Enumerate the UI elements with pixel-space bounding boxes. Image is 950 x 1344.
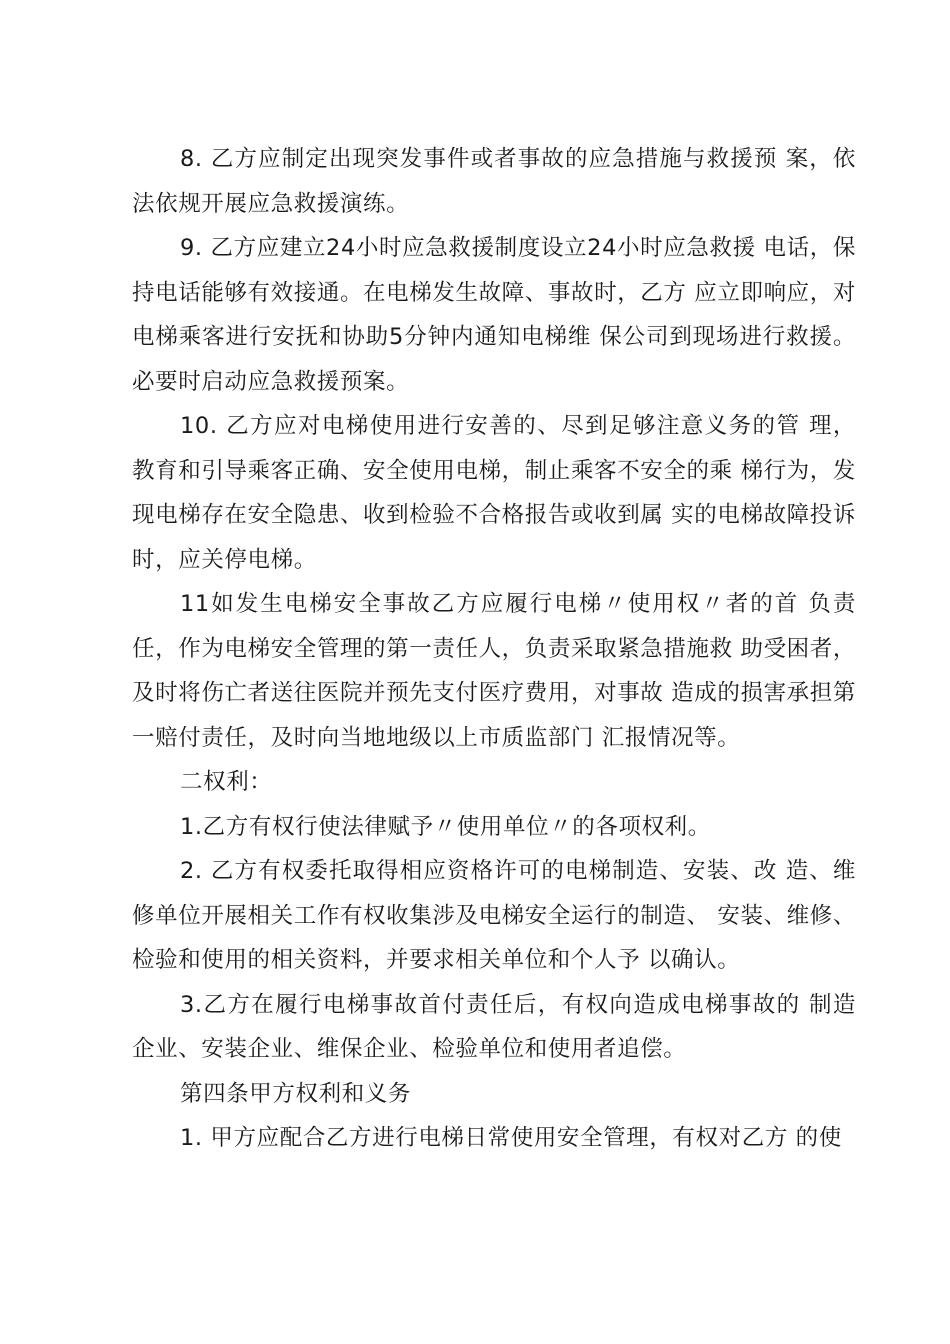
article-4-item-1: 1. 甲方应配合乙方进行电梯日常使用安全管理，有权对乙方 的使 bbox=[180, 1125, 842, 1151]
rights-item-3: 3.乙方在履行电梯事故首付责任后，有权向造成电梯事故的 制造企业、安装企业、维保企业、检验单位和使用者追偿。 bbox=[132, 991, 856, 1062]
section-heading-rights: 二权利： bbox=[180, 769, 273, 795]
paragraph-item-8: 8. 乙方应制定出现突发事件或者事故的应急措施与救援预 案，依法依规开展应急救援演练。 bbox=[132, 146, 856, 217]
paragraph-item-10: 10. 乙方应对电梯使用进行安善的、尽到足够注意义务的管 理，教育和引导乘客正确、安全使用电梯，制止乘客不安全的乘 梯行为，发现电梯存在安全隐患、收到检验不合格报告或收到属 实的电梯故障投诉时，应关停电梯。 bbox=[132, 413, 856, 573]
paragraph-item-9: 9. 乙方应建立24小时应急救援制度设立24小时应急救援 电话，保持电话能够有效接通。在电梯发生故障、事故时，乙方 应立即响应，对电梯乘客进行安抚和协助5分钟内通知电梯维 保公司到现场进行救援。必要时启动应急救援预案。 bbox=[132, 235, 856, 395]
article-heading-4: 第四条甲方权利和义务 bbox=[180, 1080, 412, 1107]
rights-item-1: 1.乙方有权行使法律赋予〃使用单位〃的各项权利。 bbox=[180, 813, 711, 840]
document-body bbox=[132, 137, 856, 1161]
rights-item-2: 2. 乙方有权委托取得相应资格许可的电梯制造、安装、改 造、维修单位开展相关工作有权收集涉及电梯安全运行的制造、 安装、维修、检验和使用的相关资料，并要求相关单位和个人予 以确认。 bbox=[132, 858, 856, 973]
paragraph-item-11: 11如发生电梯安全事故乙方应履行电梯〃使用权〃者的首 负责任，作为电梯安全管理的第一责任人，负责采取紧急措施救 助受困者，及时将伤亡者送往医院并预先支付医疗费用，对事故 造成的损害承担第一赔付责任，及时向当地地级以上市质监部门 汇报情况等。 bbox=[132, 591, 856, 751]
